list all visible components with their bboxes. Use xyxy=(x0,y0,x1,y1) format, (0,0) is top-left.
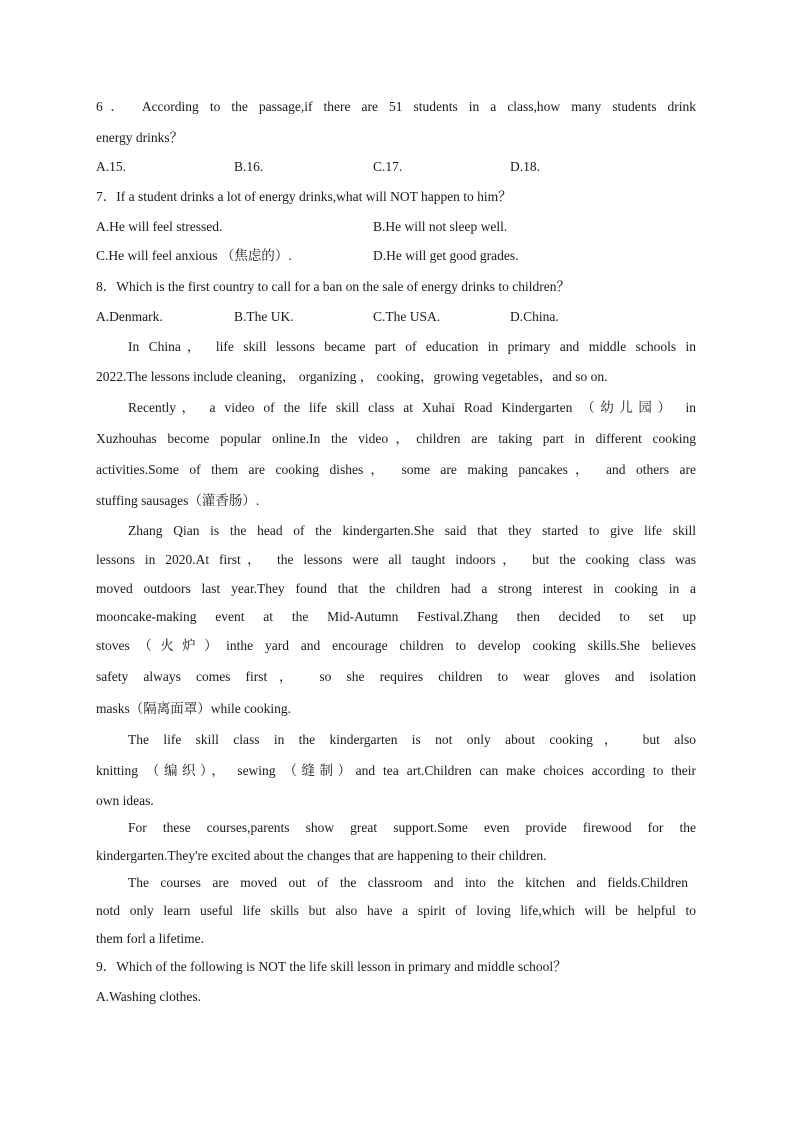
q6-stem-line1: 6． According to the passage,if there are 51 students in a class,how many students drink xyxy=(96,99,696,114)
passage-p6-line3: them forl a lifetime. xyxy=(96,931,204,946)
passage-p4-line3: own ideas. xyxy=(96,793,154,808)
passage-p2-line3: activities.Some of them are cooking dishes， some are making pancakes， and others are xyxy=(96,462,696,477)
q6-option-d: D.18. xyxy=(510,159,540,174)
q8-option-d: D.China. xyxy=(510,309,559,324)
passage-p3-line7: masks（隔离面罩）while cooking. xyxy=(96,701,291,716)
passage-p3-line2: lessons in 2020.At first， the lessons were all taught indoors， but the cooking class was xyxy=(96,552,696,567)
passage-p2-line2: Xuzhouhas become popular online.In the video，children are taking part in different cooking xyxy=(96,431,696,446)
q6-stem-line2: energy drinks？ xyxy=(96,130,184,145)
q9-stem: 9．Which of the following is NOT the life skill lesson in primary and middle school？ xyxy=(96,959,567,974)
q6-option-c: C.17. xyxy=(373,159,403,174)
passage-p6-line2: notd only learn useful life skills but also have a spirit of loving life,which will be helpful to xyxy=(96,903,696,918)
q8-option-b: B.The UK. xyxy=(234,309,294,324)
passage-p6-line1: The courses are moved out of the classroom and into the kitchen and fields.Children xyxy=(128,875,688,890)
q8-option-c: C.The USA. xyxy=(373,309,441,324)
passage-p2-line1: Recently， a video of the life skill class at Xuhai Road Kindergarten （幼儿园） in xyxy=(128,400,696,415)
passage-p4-line1: The life skill class in the kindergarten is not only about cooking， but also xyxy=(128,732,696,747)
passage-p2-line4: stuffing sausages（灌香肠）. xyxy=(96,493,260,508)
passage-p5-line1: For these courses,parents show great support.Some even provide firewood for the xyxy=(128,820,696,835)
passage-p1-line2: 2022.The lessons include cleaning， organizing ， cooking，growing vegetables，and so on. xyxy=(96,369,608,384)
passage-p3-line5: stoves（火炉）inthe yard and encourage children to develop cooking skills.She believes xyxy=(96,638,696,653)
passage-p1-line1: In China， life skill lessons became part of education in primary and middle schools in xyxy=(128,339,696,354)
q6-option-b: B.16. xyxy=(234,159,264,174)
q6-option-a: A.15. xyxy=(96,159,126,174)
q7-stem: 7．If a student drinks a lot of energy drinks,what will NOT happen to him？ xyxy=(96,189,512,204)
q8-option-a: A.Denmark. xyxy=(96,309,163,324)
passage-p5-line2: kindergarten.They're excited about the changes that are happening to their children. xyxy=(96,848,547,863)
passage-p3-line4: mooncake-making event at the Mid-Autumn Festival.Zhang then decided to set up xyxy=(96,609,696,624)
q7-option-c: C.He will feel anxious （焦虑的）. xyxy=(96,248,292,263)
q8-stem: 8．Which is the first country to call for a ban on the sale of energy drinks to children？ xyxy=(96,279,570,294)
q9-option-a: A.Washing clothes. xyxy=(96,989,202,1004)
q7-option-a: A.He will feel stressed. xyxy=(96,219,223,234)
passage-p3-line6: safety always comes first， so she requires children to wear gloves and isolation xyxy=(96,669,696,684)
q7-option-d: D.He will get good grades. xyxy=(373,248,519,263)
passage-p3-line3: moved outdoors last year.They found that the children had a strong interest in cooking in a xyxy=(96,581,696,596)
q7-option-b: B.He will not sleep well. xyxy=(373,219,508,234)
passage-p4-line2: knitting （编织）， sewing （缝制）and tea art.Children can make choices according to their xyxy=(96,763,696,778)
passage-p3-line1: Zhang Qian is the head of the kindergarten.She said that they started to give life skill xyxy=(128,523,696,538)
